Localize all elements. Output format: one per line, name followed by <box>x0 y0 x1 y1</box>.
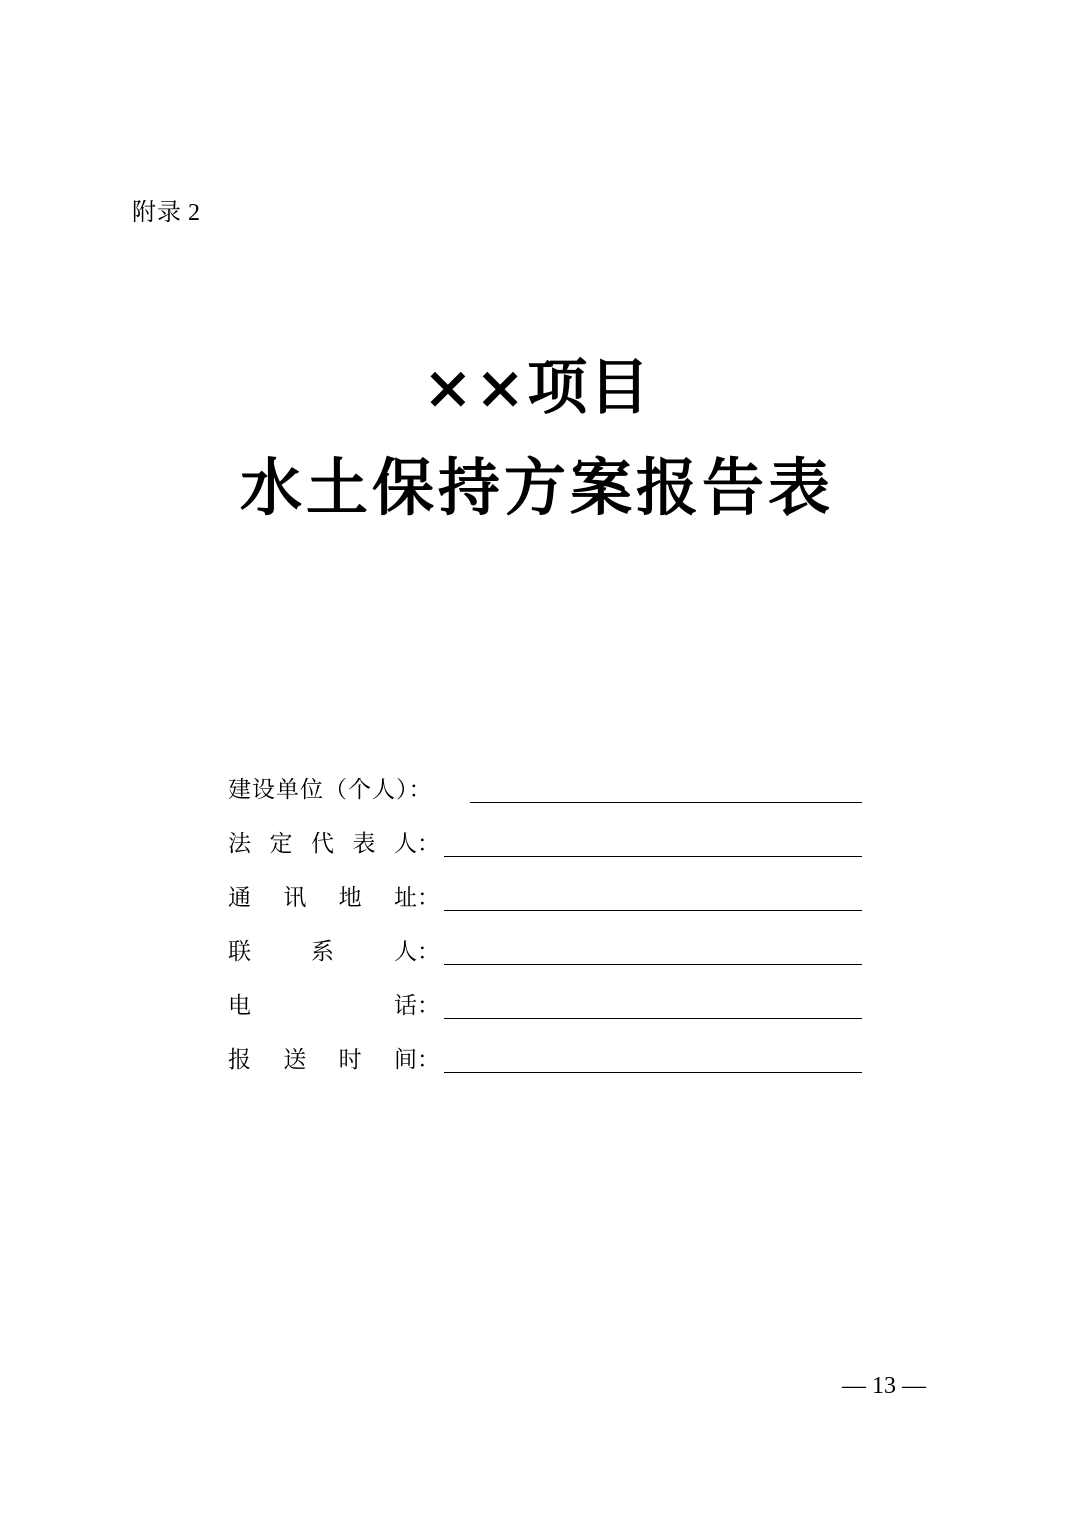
field-construction-unit <box>228 766 868 820</box>
field-char: 地 <box>338 885 362 911</box>
field-label-legal-representative <box>228 828 440 860</box>
document-title-project: ××项目 <box>422 353 652 423</box>
field-char: 间： <box>393 1047 440 1073</box>
field-legal-representative <box>228 820 868 874</box>
field-label-address <box>228 882 440 914</box>
appendix-label <box>132 196 201 229</box>
field-char: 代 <box>311 831 334 857</box>
field-char: 时 <box>338 1047 362 1073</box>
field-char: 表 <box>352 831 376 857</box>
field-line-address[interactable] <box>444 910 862 911</box>
field-char: 电 <box>228 993 251 1019</box>
field-label-contact-person <box>228 936 440 968</box>
field-char: 址： <box>393 885 440 911</box>
field-label-phone <box>228 990 440 1022</box>
appendix-text: 附录 <box>132 198 182 226</box>
field-line-legal-representative[interactable] <box>444 856 862 857</box>
field-line-submission-date[interactable] <box>444 1072 862 1073</box>
field-char: 人： <box>394 939 440 965</box>
field-char: 报 <box>228 1047 251 1073</box>
field-char: 系 <box>311 939 334 965</box>
field-char: 联 <box>228 939 251 965</box>
field-char: 送 <box>283 1047 307 1073</box>
field-contact-person <box>228 928 868 982</box>
field-char: 通 <box>228 885 251 911</box>
field-char: 法 <box>228 831 251 857</box>
field-char: 人： <box>394 831 440 857</box>
field-label-submission-date <box>228 1044 440 1076</box>
field-char: 话： <box>394 993 440 1019</box>
field-char: 讯 <box>283 885 307 911</box>
field-line-contact-person[interactable] <box>444 964 862 965</box>
field-address <box>228 874 868 928</box>
field-char: 定 <box>269 831 293 857</box>
field-line-construction-unit[interactable] <box>470 802 862 803</box>
appendix-number: 2 <box>188 200 201 226</box>
document-title-report: 水土保持方案报告表 <box>239 451 834 524</box>
field-submission-date <box>228 1036 868 1090</box>
page-number: — 13 — <box>842 1373 926 1399</box>
cover-info-fields <box>228 766 868 1090</box>
field-label-construction-unit: 建设单位（个人）： <box>228 777 433 803</box>
field-phone <box>228 982 868 1036</box>
field-line-phone[interactable] <box>444 1018 862 1019</box>
